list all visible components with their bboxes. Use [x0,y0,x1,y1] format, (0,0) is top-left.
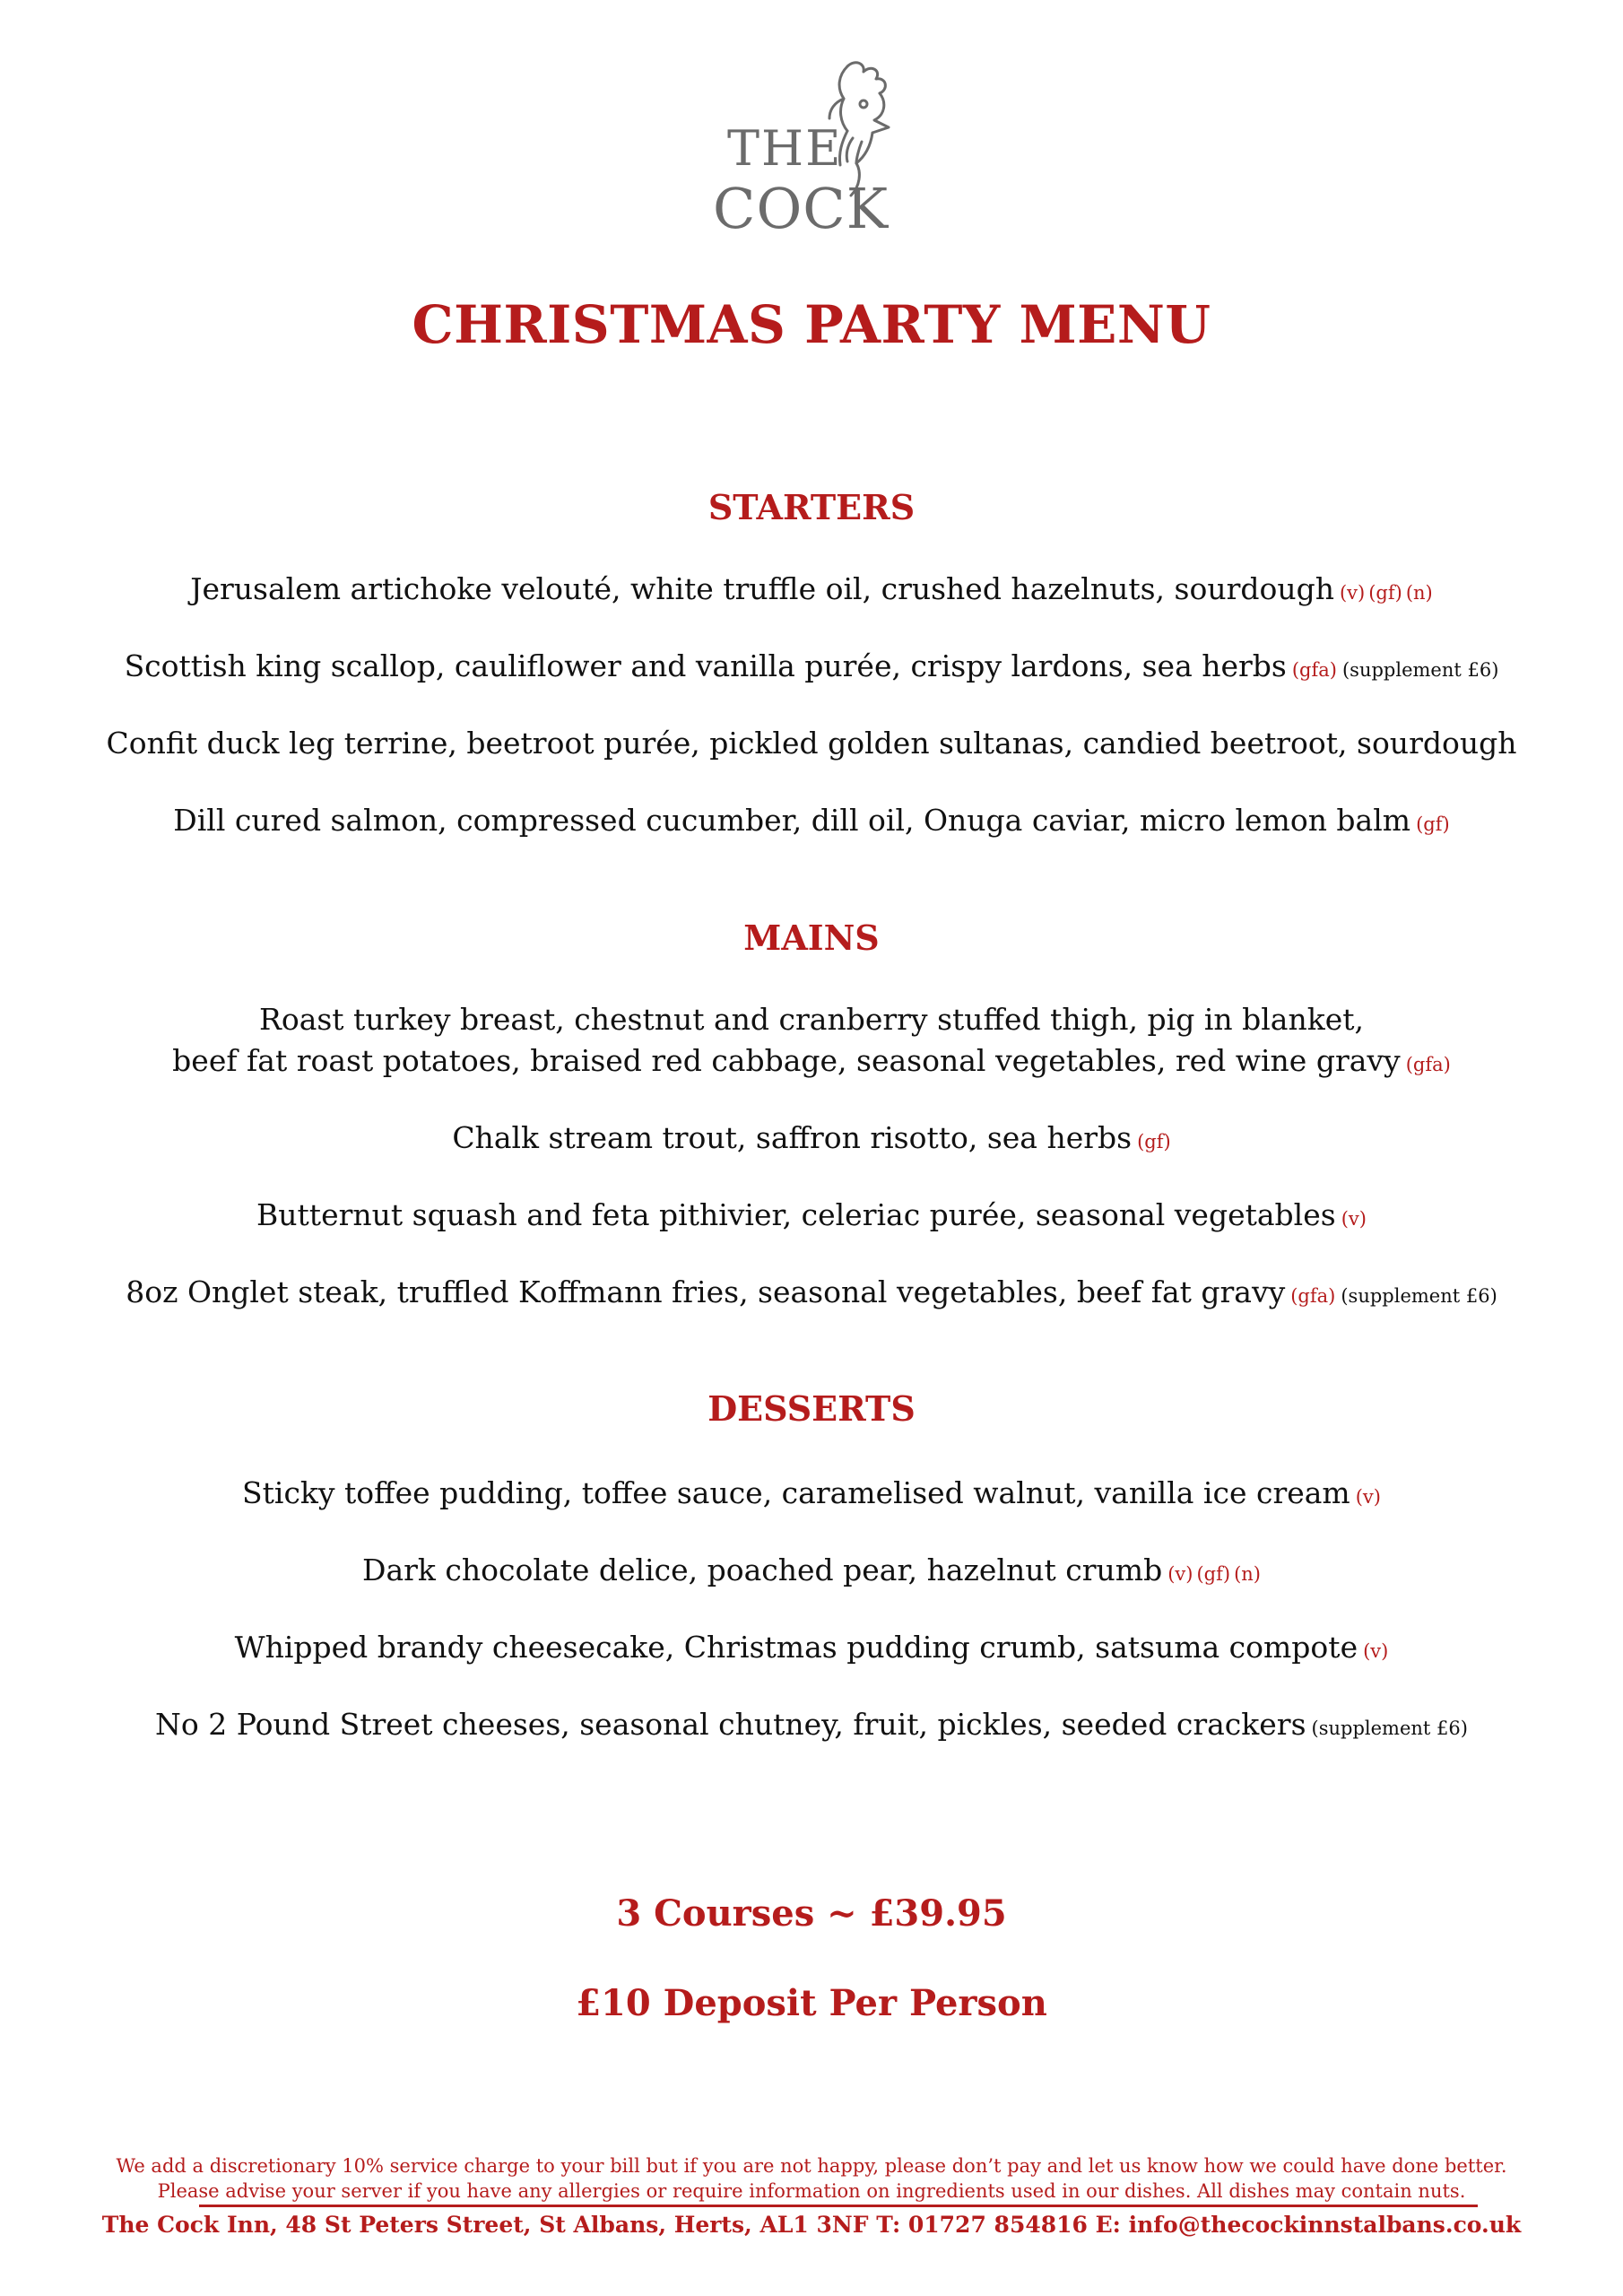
dessert-item [0,1700,1623,1752]
dessert-item [0,1546,1623,1598]
dietary-tag: (gf) [1368,582,1402,604]
dietary-tag: (gfa) [1405,1054,1451,1075]
footer-divider [199,2205,1478,2207]
starter-item [0,796,1623,848]
dish-description: Dill cured salmon, compressed cucumber, dill oil, Onuga caviar, micro lemon balm [173,803,1411,838]
contact-address: The Cock Inn, 48 St Peters Street, St Albans, Herts, AL1 3NF T: 01727 854816 E: info@thecockinnstalbans.co.uk [101,2212,1522,2238]
dietary-tag: (v) [1167,1563,1193,1585]
main-item [0,1037,1623,1089]
starter-item [0,642,1623,694]
dietary-tag: (gfa) [1291,659,1337,681]
supplement-note: (supplement £6) [1311,1718,1468,1739]
starter-item [0,565,1623,617]
dish-description: No 2 Pound Street cheeses, seasonal chutney, fruit, pickles, seeded crackers [155,1707,1306,1742]
dietary-tag: (n) [1405,582,1433,604]
main-item [0,1191,1623,1243]
dietary-tag: (gf) [1416,813,1450,835]
dietary-tag: (gfa) [1290,1285,1336,1307]
dish-description: 8oz Onglet steak, truffled Koffmann fries, seasonal vegetables, beef fat gravy [126,1274,1286,1309]
dish-description: beef fat roast potatoes, braised red cabbage, seasonal vegetables, red wine gravy [172,1043,1401,1078]
logo-text-the: THE [727,120,843,177]
the-cock-logo [713,56,919,239]
dish-description: Confit duck leg terrine, beetroot purée, pickled golden sultanas, candied beetroot, sourdough [106,726,1517,761]
menu-title: CHRISTMAS PARTY MENU [412,294,1211,355]
dietary-tag: (v) [1363,1640,1389,1662]
dietary-tag: (v) [1341,1208,1367,1230]
main-item-line1: Roast turkey breast, chestnut and cranberry stuffed thigh, pig in blanket, [258,1002,1365,1037]
dietary-tag: (v) [1339,582,1366,604]
dietary-tag: (gf) [1137,1131,1171,1152]
dish-description: Jerusalem artichoke velouté, white truffle oil, crushed hazelnuts, sourdough [190,571,1334,606]
dish-description: Sticky toffee pudding, toffee sauce, caramelised walnut, vanilla ice cream [242,1475,1350,1510]
dish-description: Dark chocolate delice, poached pear, hazelnut crumb [362,1552,1163,1587]
dish-description: Chalk stream trout, saffron risotto, sea herbs [452,1120,1133,1155]
desserts-heading: DESSERTS [707,1388,916,1429]
dish-description: Butternut squash and feta pithivier, celeriac purée, seasonal vegetables [256,1197,1336,1232]
deposit-note: £10 Deposit Per Person [576,1982,1047,2024]
dietary-tag: (n) [1234,1563,1261,1585]
dish-description: Whipped brandy cheesecake, Christmas pudding crumb, satsuma compote [234,1630,1358,1665]
dish-description: Scottish king scallop, cauliflower and vanilla purée, crispy lardons, sea herbs [124,648,1287,683]
dietary-tag: (v) [1355,1486,1381,1508]
service-charge-note: We add a discretionary 10% service charge to your bill but if you are not happy, please don’t pay and let us know how we could have done better. [116,2155,1507,2177]
supplement-note: (supplement £6) [1341,1285,1497,1307]
allergy-note: Please advise your server if you have any allergies or require information on ingredients used in our dishes. All dishes may contain nuts. [157,2180,1466,2202]
main-item [0,1268,1623,1320]
mains-heading: MAINS [743,918,880,958]
courses-price: 3 Courses ~ £39.95 [616,1892,1007,1935]
starters-heading: STARTERS [707,487,916,527]
logo-text-cock: COCK [713,176,890,239]
starter-item [0,719,1623,768]
dietary-tag: (gf) [1196,1563,1231,1585]
dessert-item [0,1623,1623,1675]
main-item [0,1114,1623,1166]
supplement-note: (supplement £6) [1341,659,1499,681]
dessert-item [0,1469,1623,1521]
rooster-logo-icon [713,56,919,239]
